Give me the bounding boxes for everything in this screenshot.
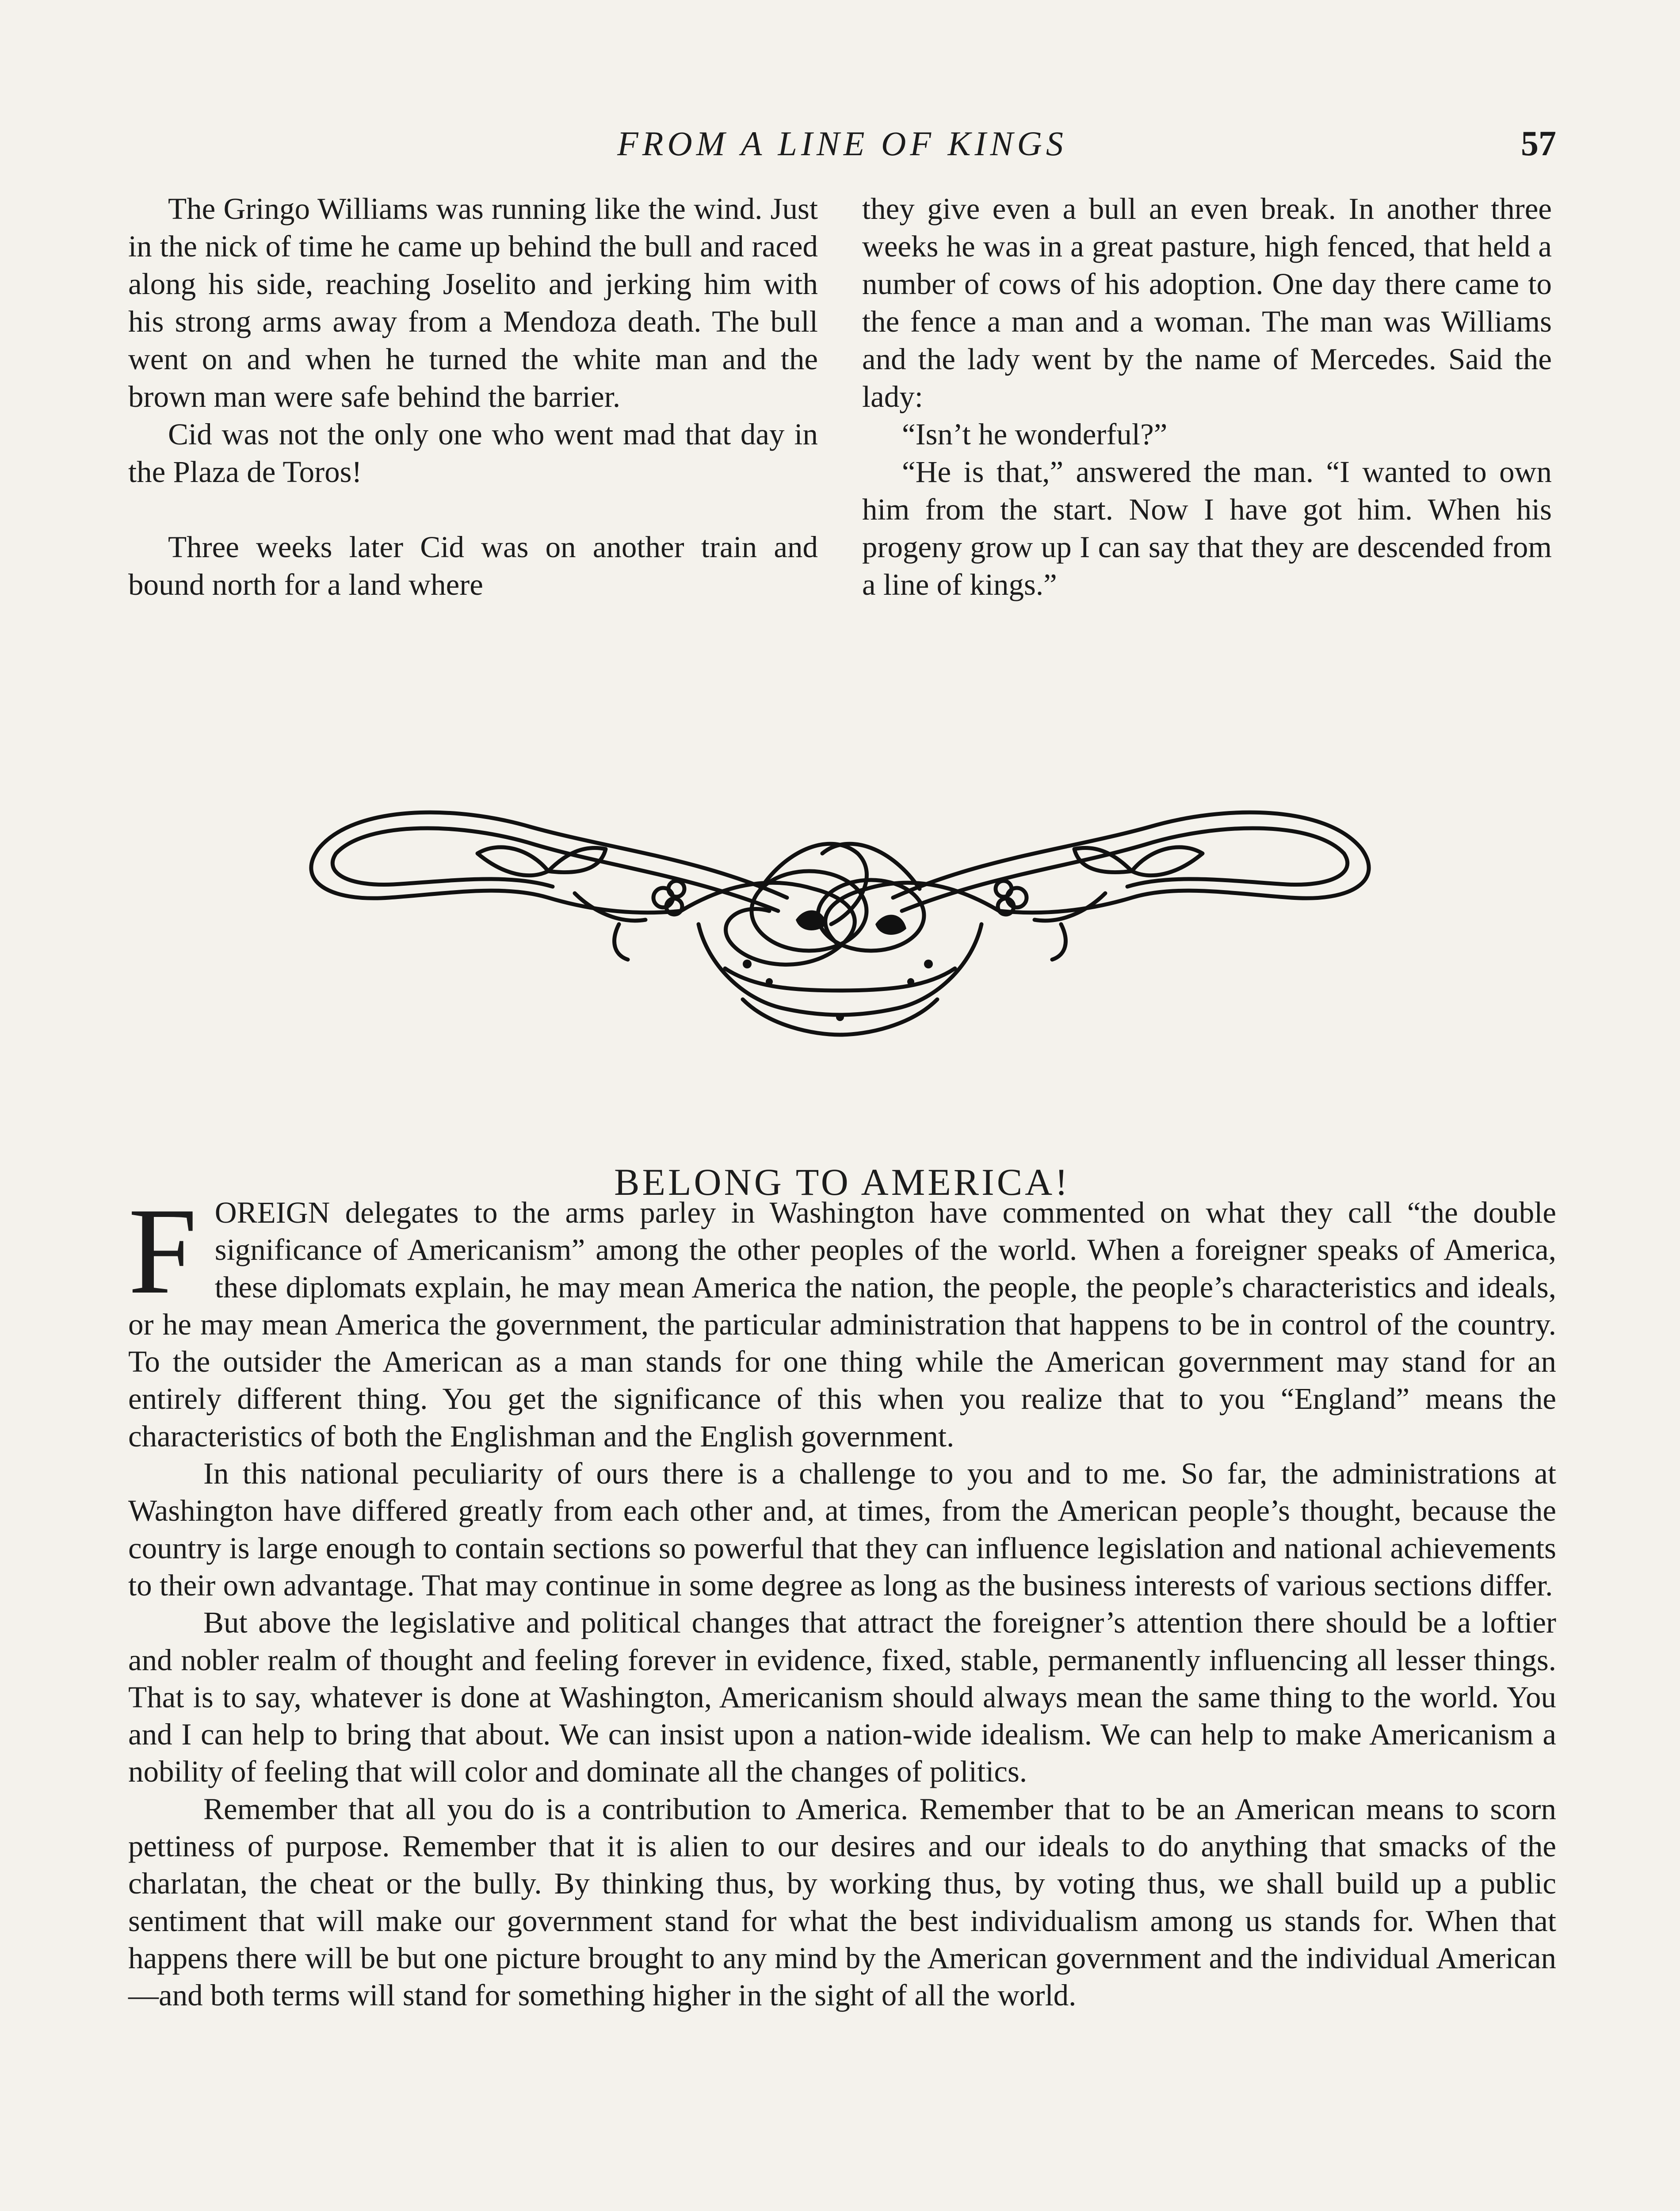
story-paragraph: “He is that,” answered the man. “I wanted to own him from the start. Now I have got him. When his progeny grow up I can say that they are descended from a line of kings.” (862, 455, 1552, 601)
running-title: FROM A LINE OF KINGS (617, 124, 1067, 163)
story-paragraph: they give even a bull an even break. In another three weeks he was in a great pasture, high fenced, that held a number of cows of his adoption. One day there came to the fence a man and a woman. The man was Williams and the lady went by the name of Mercedes. Said the lady: (862, 192, 1552, 413)
story-paragraph: The Gringo Williams was running like the wind. Just in the nick of time he came up behind the bull and raced along his side, reaching Joselito and jerking him with his strong arms away from a Mendoza death. The bull went on and when he turned the white man and the brown man were safe behind the barrier. (128, 192, 818, 413)
left-column (128, 190, 818, 604)
article-paragraph-first (128, 1182, 1556, 1455)
floral-ornament-icon (301, 778, 1379, 1044)
article-title: BELONG TO AMERICA! (614, 1160, 1070, 1203)
right-column (862, 190, 1552, 604)
drop-cap: F (128, 1182, 197, 1320)
story-paragraph: Three weeks later Cid was on another train and bound north for a land where (128, 530, 818, 601)
paragraph-text: OREIGN delegates to the arms parley in Washington have commented on what they call “the double significance of Americanism” among the other peoples of the world. When a foreigner speaks of America, these diplomats explain, he may mean America the nation, the people, the people’s characteristics and ideals, or he may mean America the government, the particular administration that happens to be in control of the country. To the outsider the American as a man stands for one thing while the American government may stand for an entirely different thing. You get the significance of this when you realize that to you “England” means the characteristics of both the Englishman and the English government. (128, 1196, 1556, 1453)
running-header (128, 115, 1556, 172)
article-paragraph: In this national peculiarity of ours there is a challenge to you and to me. So far, the administrations at Washington have differed greatly from each other and, at times, from the American people’s thought, because the country is large enough to contain sections so powerful that they can influence legislation and national achievements to their own advantage. That may continue in some degree as long as the business interests of various sections differ. (128, 1457, 1556, 1602)
article-paragraph: But above the legislative and political changes that attract the foreigner’s attention there should be a loftier and nobler realm of thought and feeling forever in evidence, fixed, stable, permanently influencing all lesser things. That is to say, whatever is done at Washington, Americanism should always mean the same thing to the world. You and I can help to bring that about. We can insist upon a nation-wide idealism. We can help to make Americanism a nobility of feeling that will color and dominate all the changes of politics. (128, 1606, 1556, 1789)
editorial-body (128, 1182, 1556, 2211)
page-number: 57 (1521, 124, 1556, 163)
story-paragraph: “Isn’t he wonderful?” (902, 417, 1168, 451)
story-conclusion (128, 190, 1556, 699)
story-paragraph: Cid was not the only one who went mad that day in the Plaza de Toros! (128, 417, 818, 489)
article-paragraph: Remember that all you do is a contribution to America. Remember that to be an American means to scorn pettiness of purpose. Remember that it is alien to our desires and our ideals to do anything that smacks of the charlatan, the cheat or the bully. By thinking thus, by working thus, by voting thus, we shall build up a public sentiment that will make our government stand for what the best individualism among us stands for. When that happens there will be but one picture brought to any mind by the American government and the individual American—and both terms will stand for something higher in the sight of all the world. (128, 1792, 1556, 2012)
